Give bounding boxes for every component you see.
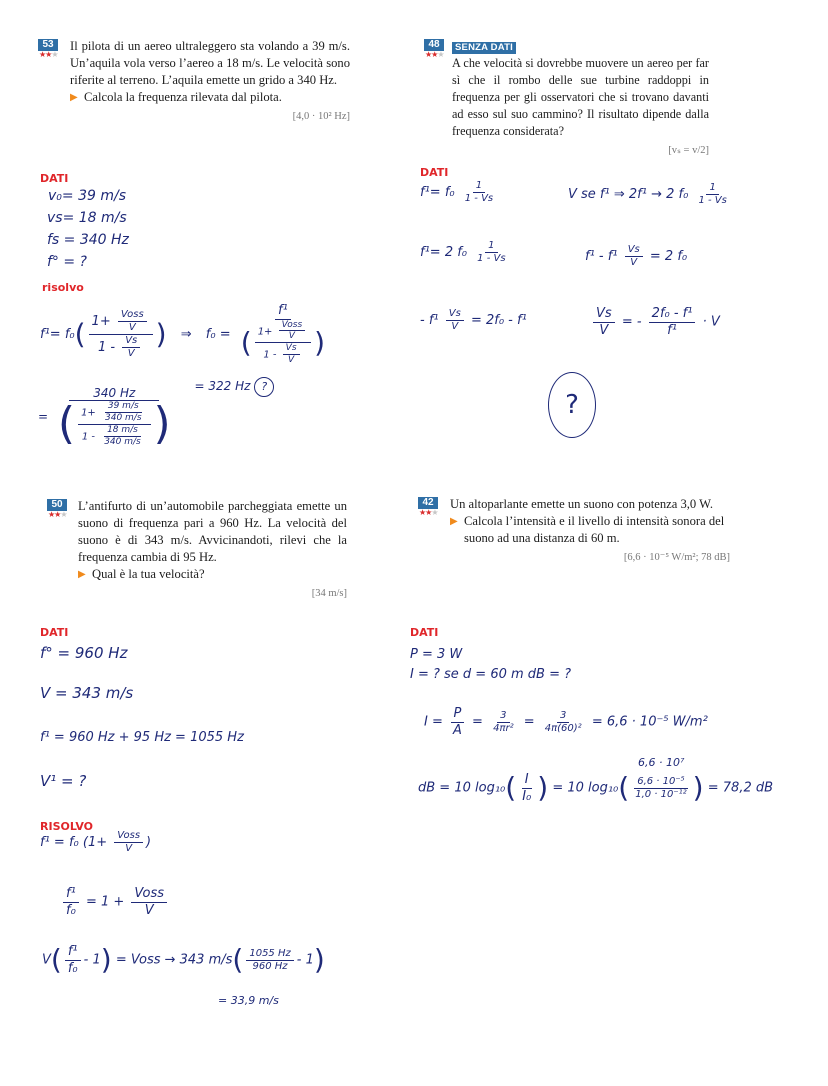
problem-text: A che velocità si dovrebbe muovere un aereo per far sì che il rombo delle sue turbine raddoppi in frequenza per gli osservatori che si trovano davanti ad esso sul suo cammino? Il risultato dipende dalla frequenza considerata? <box>452 56 709 138</box>
difficulty-stars: ★★★ <box>419 508 438 517</box>
hw50-f0: f° = 960 Hz <box>40 644 128 662</box>
question-circle-icon: ? <box>548 372 596 438</box>
hw53-f0: f° = ? <box>47 254 87 270</box>
triangle-bullet-icon: ▶ <box>70 92 78 103</box>
hw53-v0: v₀= 39 m/s <box>48 188 126 204</box>
hw48-line2: f¹= 2 f₀ $\frac{1}{1 - Vs}$ <box>420 240 506 264</box>
hw48-line3: - f¹ $\frac{Vs}{V}$ = 2f₀ - f¹ <box>420 308 527 332</box>
triangle-bullet-icon: ▶ <box>450 516 458 527</box>
problem-text: L’antifurto di un’automobile parcheggiata emette un suono di frequenza pari a 960 Hz. La velocità del suono è di 343 m/s. Avvicinandoti, rilevi che la frequenza cambia di 95 Hz. <box>78 499 347 564</box>
hw53-result-row: = 340 Hz ( 1+ $\frac{39 m/s}{340 m/s}$ 1 - $\frac{18 m/s}{340 m/s}$ ) = 322 Hz ? <box>38 386 274 448</box>
hw50-dati-heading: DATI <box>40 626 69 639</box>
hw50-result: = 33,9 m/s <box>218 994 279 1007</box>
problem-answer: [4,0 · 10² Hz] <box>292 111 350 122</box>
hw42-above-note: 6,6 · 10⁷ <box>638 756 685 769</box>
problem-answer: [6,6 · 10⁻⁵ W/m²; 78 dB] <box>623 552 730 563</box>
problem-number-badge: 50 <box>47 499 67 511</box>
hw42-intensity-row: I = $\frac{P}{A}$ = $\frac{3}{\text{4πr²}}$ = $\frac{3}{\text{4π(60)²}}$ = 6,6 · 10⁻⁵ W/m² <box>424 706 708 738</box>
problem-number-badge: 42 <box>418 497 438 509</box>
hw42-db-row: dB = 10 log₁₀( $\frac{I}{\text{I₀}}$ ) = 10 log₁₀( $\frac{\text{6,6 · 10⁻⁵}}{\text{1,0 · 10⁻¹²}}$ ) = 78,2 dB <box>418 771 774 805</box>
triangle-bullet-icon: ▶ <box>78 569 86 580</box>
hw50-v1: V¹ = ? <box>40 772 87 790</box>
problem-number-badge: 53 <box>38 39 58 51</box>
difficulty-stars: ★★★ <box>39 50 58 59</box>
hw48-line3-right: $\frac{Vs}{V}$ = - $\frac{\text{2f₀ - f¹}}{\text{f¹}}$ · V <box>590 306 720 338</box>
hw48-dati-heading: DATI <box>420 166 449 179</box>
problem-task: ▶ Qual è la tua velocità? <box>78 567 205 581</box>
hw42-dati-heading: DATI <box>410 626 439 639</box>
question-circle-icon: ? <box>254 377 274 397</box>
hw50-f1: f¹ = 960 Hz + 95 Hz = 1055 Hz <box>40 730 244 745</box>
hw48-line2-right: f¹ - f¹ $\frac{Vs}{V}$ = 2 f₀ <box>585 244 688 268</box>
problem-48 <box>424 38 709 159</box>
problem-number-badge: 48 <box>424 39 444 51</box>
problem-answer: [vₛ = v/2] <box>668 145 709 156</box>
hw50-eq1: f¹ = f₀ (1+ $\frac{\text{Voss}}{V}$ ) <box>40 830 152 854</box>
difficulty-stars: ★★★ <box>425 50 444 59</box>
difficulty-stars: ★★★ <box>48 510 67 519</box>
problem-42 <box>418 496 730 566</box>
hw42-i: I = ? se d = 60 m dB = ? <box>410 667 572 682</box>
hw48-line1-right: V se f¹ ⇒ 2f¹ → 2 f₀ $\frac{1}{1 - Vs}$ <box>568 182 727 206</box>
hw53-fs: fs = 340 Hz <box>47 232 129 248</box>
hw50-eq2: $\frac{\text{f¹}}{\text{f₀}}$ = 1 + $\frac{\text{Voss}}{V}$ <box>60 886 170 918</box>
problem-task: ▶ Calcola l’intensità e il livello di intensità sonora del suono ad una distanza di 60 m. <box>450 514 725 545</box>
problem-50 <box>47 498 347 602</box>
hw53-formula-row: f¹= f₀( 1+ $\frac{\text{Voss}}{V}$ 1 - $\frac{Vs}{V}$ ) ⇒ f₀ = f¹ ( 1+ $\frac{\text{Voss}}{V}$ 1 - $\frac{Vs}{V}$ ) <box>40 303 326 365</box>
hw50-eq3: V( $\frac{\text{f¹}}{\text{f₀}}$ - 1) = Voss → 343 m/s( $\frac{1055 Hz}{960 Hz}$ - 1) <box>42 943 325 977</box>
hw42-p: P = 3 W <box>410 647 463 662</box>
hw53-dati-heading: DATI <box>40 172 69 185</box>
hw50-v: V = 343 m/s <box>40 684 134 702</box>
hw53-vs: vs= 18 m/s <box>47 210 127 226</box>
problem-answer: [34 m/s] <box>311 588 347 599</box>
problem-53 <box>38 38 350 125</box>
problem-text: Il pilota di un aereo ultraleggero sta volando a 39 m/s. Un’aquila vola verso l’aereo a 18 m/s. Le velocità sono riferite al terreno. L’aquila emette un grido a 340 Hz. <box>70 39 350 87</box>
hw48-line1: f¹= f₀ $\frac{1}{1 - Vs}$ <box>420 180 494 204</box>
senza-dati-tag: SENZA DATI <box>452 42 516 54</box>
hw53-risolvo-heading: risolvo <box>42 281 84 294</box>
problem-task: ▶ Calcola la frequenza rilevata dal pilota. <box>70 90 282 104</box>
problem-text: Un altoparlante emette un suono con potenza 3,0 W. <box>450 497 713 511</box>
hw50-risolvo-heading: RISOLVO <box>40 820 94 833</box>
